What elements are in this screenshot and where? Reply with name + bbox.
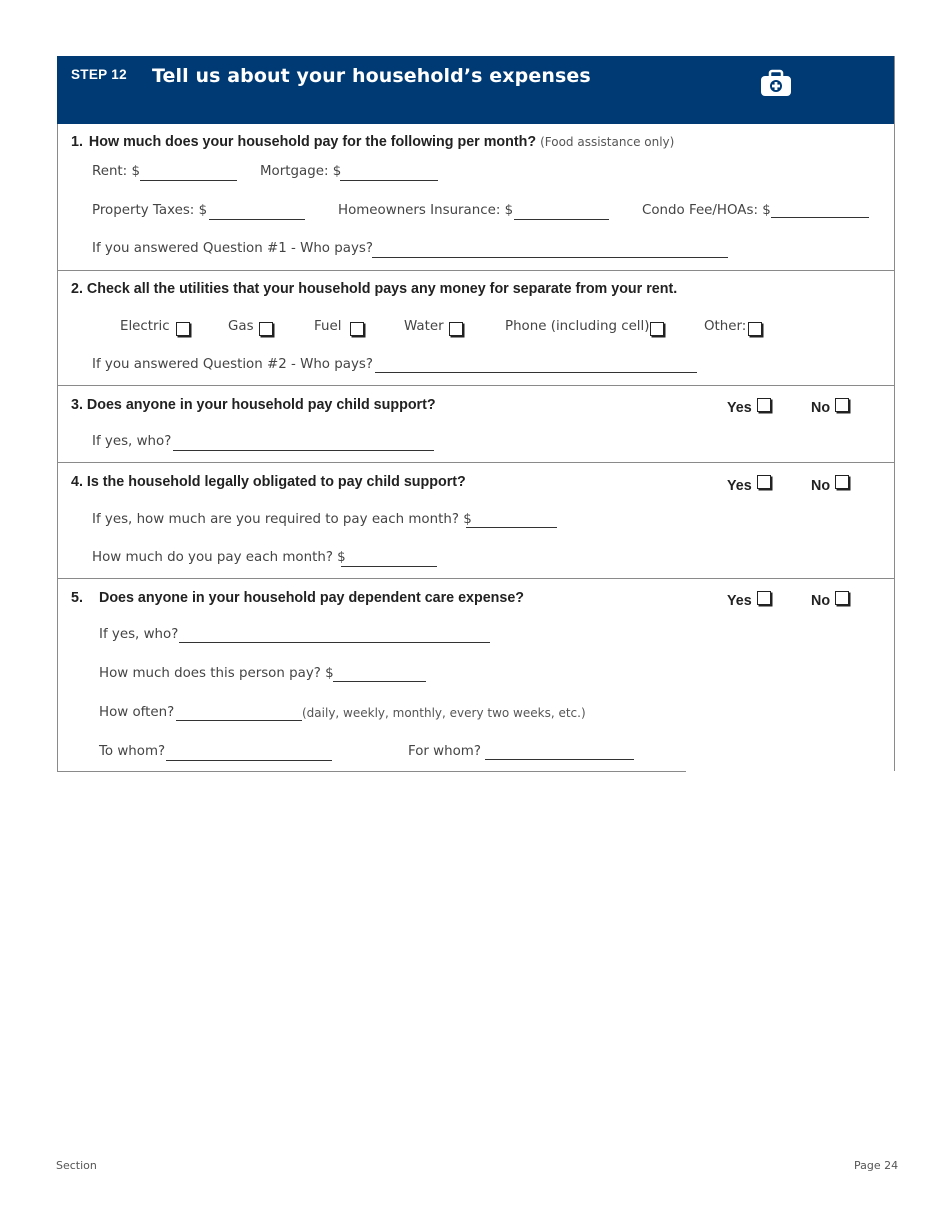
rent-label: Rent: $ — [92, 164, 140, 179]
q3-no-checkbox[interactable] — [835, 398, 849, 412]
q4-question: 4. Is the household legally obligated to pay child support? — [71, 474, 466, 490]
q2-question: 2. Check all the utilities that your household pays any money for separate from your rent. — [71, 281, 678, 297]
divider — [57, 270, 894, 271]
utility-fuel-label: Fuel — [314, 319, 342, 334]
utility-electric-label: Electric — [120, 319, 170, 334]
q5-how-often-label: How often? — [99, 705, 175, 720]
utility-electric-checkbox[interactable] — [176, 322, 190, 336]
rent-input[interactable] — [140, 180, 237, 181]
q3-yes-label: Yes — [727, 400, 752, 416]
q4-required-amount-input[interactable] — [466, 527, 557, 528]
q4-yes-label: Yes — [727, 478, 752, 494]
q2-who-pays-label: If you answered Question #2 - Who pays? — [92, 357, 373, 372]
q5-how-much-input[interactable] — [333, 681, 426, 682]
utility-fuel-checkbox[interactable] — [350, 322, 364, 336]
q1-who-pays-input[interactable] — [372, 257, 728, 258]
property-taxes-label: Property Taxes: $ — [92, 203, 208, 218]
q1-note: (Food assistance only) — [540, 135, 675, 149]
utility-phone-label: Phone (including cell) — [505, 319, 650, 334]
q1-question — [71, 134, 674, 150]
utility-phone-checkbox[interactable] — [650, 322, 664, 336]
q3-if-yes-who-input[interactable] — [173, 450, 434, 451]
q1-text: How much does your household pay for the following per month? — [88, 134, 537, 150]
footer-section: Section — [56, 1159, 97, 1172]
q3-yes-checkbox[interactable] — [757, 398, 771, 412]
mortgage-label: Mortgage: $ — [260, 164, 342, 179]
utility-water-checkbox[interactable] — [449, 322, 463, 336]
footer-page-number: Page 24 — [854, 1159, 899, 1172]
q4-required-amount-label: If yes, how much are you required to pay each month? $ — [92, 512, 472, 527]
q5-how-often-note: (daily, weekly, monthly, every two weeks, etc.) — [302, 706, 586, 720]
condo-fee-label: Condo Fee/HOAs: $ — [642, 203, 771, 218]
q5-if-yes-who-input[interactable] — [179, 642, 490, 643]
q5-yes-checkbox[interactable] — [757, 591, 771, 605]
q5-no-label: No — [811, 593, 831, 609]
q5-to-whom-label: To whom? — [99, 744, 166, 759]
q5-for-whom-input[interactable] — [485, 759, 634, 760]
q4-no-checkbox[interactable] — [835, 475, 849, 489]
q5-no-checkbox[interactable] — [835, 591, 849, 605]
q5-yes-label: Yes — [727, 593, 752, 609]
q5-to-whom-input[interactable] — [166, 760, 332, 761]
utility-other-label: Other: — [704, 319, 747, 334]
q4-paid-amount-input[interactable] — [341, 566, 437, 567]
condo-fee-input[interactable] — [771, 217, 869, 218]
homeowners-insurance-label: Homeowners Insurance: $ — [338, 203, 514, 218]
utility-gas-label: Gas — [228, 319, 254, 334]
q5-for-whom-label: For whom? — [408, 744, 481, 759]
utility-water-label: Water — [404, 319, 444, 334]
q5-if-yes-who-label: If yes, who? — [99, 627, 179, 642]
q5-how-often-input[interactable] — [176, 720, 302, 721]
q2-who-pays-input[interactable] — [375, 372, 697, 373]
q5-question: Does anyone in your household pay dependent care expense? — [99, 590, 525, 606]
q1-who-pays-label: If you answered Question #1 - Who pays? — [92, 241, 373, 256]
divider — [57, 578, 894, 579]
q3-if-yes-who-label: If yes, who? — [92, 434, 172, 449]
homeowners-insurance-input[interactable] — [514, 219, 609, 220]
divider — [57, 462, 894, 463]
divider — [57, 385, 894, 386]
step-label: STEP 12 — [71, 67, 127, 82]
q3-question: 3. Does anyone in your household pay child support? — [71, 397, 436, 413]
form-frame — [57, 56, 895, 771]
q3-no-label: No — [811, 400, 831, 416]
medical-kit-icon — [760, 69, 792, 97]
q4-paid-amount-label: How much do you pay each month? $ — [92, 550, 346, 565]
q5-how-much-label: How much does this person pay? $ — [99, 666, 334, 681]
q4-no-label: No — [811, 478, 831, 494]
property-taxes-input[interactable] — [209, 219, 305, 220]
utility-gas-checkbox[interactable] — [259, 322, 273, 336]
q1-number: 1. — [71, 134, 83, 150]
q5-number: 5. — [71, 590, 83, 606]
bottom-border — [57, 771, 686, 772]
mortgage-input[interactable] — [340, 180, 438, 181]
q4-yes-checkbox[interactable] — [757, 475, 771, 489]
utility-other-checkbox[interactable] — [748, 322, 762, 336]
step-header — [57, 56, 894, 124]
step-title: Tell us about your household’s expenses — [152, 65, 591, 87]
